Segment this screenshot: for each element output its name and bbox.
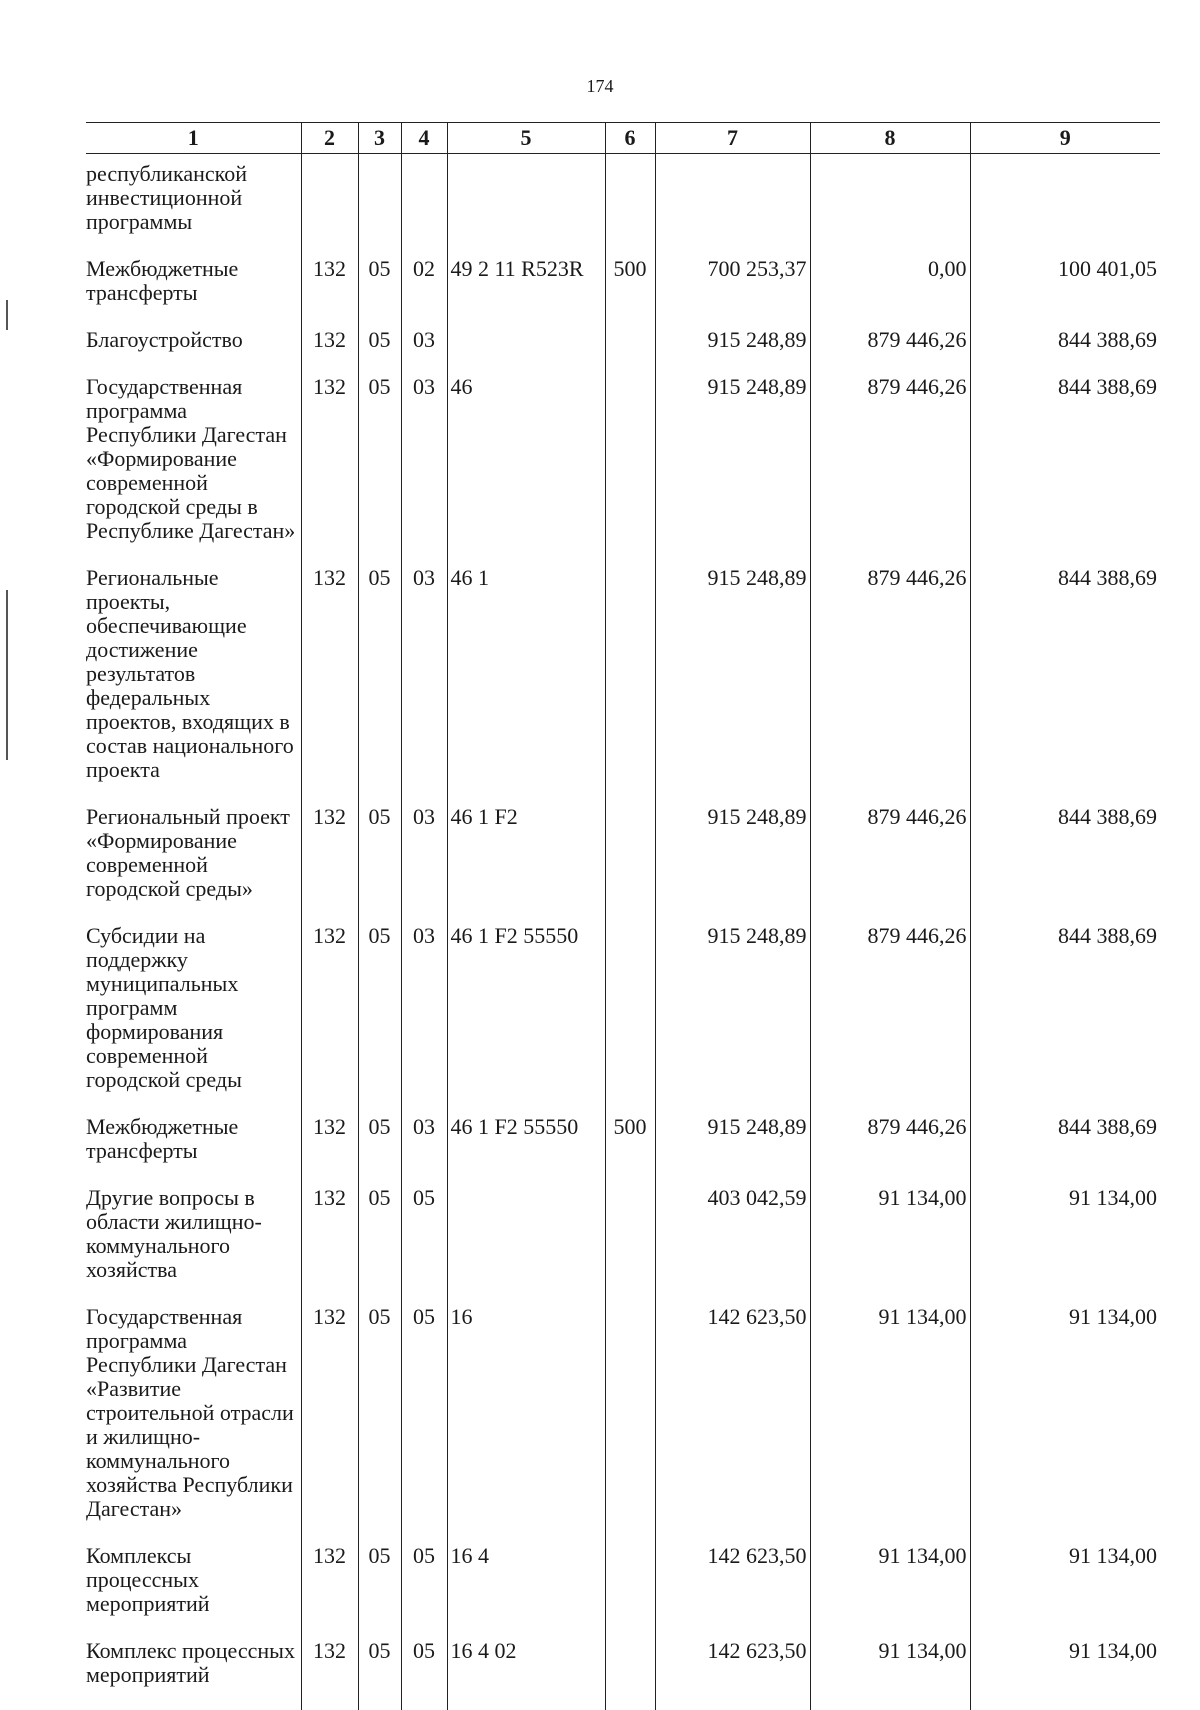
cell-col5: 46 (447, 375, 605, 566)
cell-col5: 16 4 02 (447, 1639, 605, 1710)
cell-col7: 915 248,89 (655, 566, 810, 805)
cell-col9: 91 134,00 (970, 1639, 1160, 1710)
cell-col9 (970, 154, 1160, 258)
cell-col4: 03 (401, 566, 447, 805)
cell-col7: 142 623,50 (655, 1305, 810, 1544)
cell-col6: 500 (605, 257, 655, 328)
table-row (86, 566, 1160, 805)
cell-col4: 03 (401, 1115, 447, 1186)
table-row (86, 924, 1160, 1115)
cell-col8: 879 446,26 (810, 924, 970, 1115)
cell-col5 (447, 154, 605, 258)
cell-col9: 91 134,00 (970, 1305, 1160, 1544)
cell-col3: 05 (358, 328, 401, 375)
row-name-cell: Благоустройство (86, 328, 301, 375)
cell-col9: 844 388,69 (970, 328, 1160, 375)
budget-table (86, 122, 1160, 1710)
col-header-8: 8 (810, 123, 970, 154)
cell-col5: 49 2 11 R523R (447, 257, 605, 328)
row-name-cell: Государственная программа Республики Дагестан «Формирование современной городской среды в Республике Дагестан» (86, 375, 301, 566)
cell-col4: 05 (401, 1544, 447, 1639)
table-row (86, 805, 1160, 924)
cell-col6 (605, 566, 655, 805)
cell-col2: 132 (301, 1639, 358, 1710)
cell-col9: 91 134,00 (970, 1186, 1160, 1305)
scan-margin-mark (6, 300, 8, 330)
cell-col6 (605, 1186, 655, 1305)
cell-col3: 05 (358, 1639, 401, 1710)
cell-col5: 16 4 (447, 1544, 605, 1639)
table-row (86, 1305, 1160, 1544)
cell-col6 (605, 154, 655, 258)
cell-col9: 844 388,69 (970, 566, 1160, 805)
cell-col2: 132 (301, 328, 358, 375)
cell-col4 (401, 154, 447, 258)
cell-col2: 132 (301, 257, 358, 328)
cell-col3: 05 (358, 257, 401, 328)
cell-col7: 915 248,89 (655, 1115, 810, 1186)
cell-col4: 03 (401, 805, 447, 924)
cell-col2 (301, 154, 358, 258)
cell-col3: 05 (358, 375, 401, 566)
header-row (86, 123, 1160, 154)
cell-col4: 05 (401, 1186, 447, 1305)
cell-col3: 05 (358, 1305, 401, 1544)
cell-col6 (605, 805, 655, 924)
cell-col6: 500 (605, 1115, 655, 1186)
cell-col2: 132 (301, 375, 358, 566)
cell-col5 (447, 328, 605, 375)
cell-col7: 915 248,89 (655, 375, 810, 566)
cell-col2: 132 (301, 1115, 358, 1186)
cell-col3: 05 (358, 1186, 401, 1305)
cell-col3: 05 (358, 1544, 401, 1639)
row-name-cell: Региональные проекты, обеспечивающие достижение результатов федеральных проектов, входящих в состав национального проекта (86, 566, 301, 805)
cell-col3: 05 (358, 566, 401, 805)
cell-col3: 05 (358, 805, 401, 924)
col-header-9: 9 (970, 123, 1160, 154)
cell-col4: 02 (401, 257, 447, 328)
cell-col4: 03 (401, 328, 447, 375)
cell-col8: 91 134,00 (810, 1186, 970, 1305)
col-header-5: 5 (447, 123, 605, 154)
cell-col5: 46 1 (447, 566, 605, 805)
cell-col7: 915 248,89 (655, 924, 810, 1115)
cell-col8: 91 134,00 (810, 1544, 970, 1639)
table-row (86, 1544, 1160, 1639)
cell-col8: 879 446,26 (810, 375, 970, 566)
col-header-6: 6 (605, 123, 655, 154)
row-name-cell: Комплекс процессных мероприятий (86, 1639, 301, 1710)
cell-col3: 05 (358, 1115, 401, 1186)
cell-col2: 132 (301, 1305, 358, 1544)
cell-col9: 844 388,69 (970, 805, 1160, 924)
cell-col7: 700 253,37 (655, 257, 810, 328)
cell-col8: 91 134,00 (810, 1639, 970, 1710)
cell-col2: 132 (301, 566, 358, 805)
cell-col9: 844 388,69 (970, 1115, 1160, 1186)
cell-col2: 132 (301, 1186, 358, 1305)
col-header-7: 7 (655, 123, 810, 154)
cell-col6 (605, 1639, 655, 1710)
table-row (86, 257, 1160, 328)
cell-col9: 91 134,00 (970, 1544, 1160, 1639)
cell-col8: 0,00 (810, 257, 970, 328)
table-body (86, 154, 1160, 1710)
cell-col7 (655, 154, 810, 258)
cell-col3: 05 (358, 924, 401, 1115)
cell-col5: 46 1 F2 55550 (447, 1115, 605, 1186)
cell-col7: 142 623,50 (655, 1639, 810, 1710)
cell-col7: 915 248,89 (655, 805, 810, 924)
row-name-cell: Межбюджетные трансферты (86, 257, 301, 328)
cell-col8: 879 446,26 (810, 1115, 970, 1186)
cell-col9: 100 401,05 (970, 257, 1160, 328)
table-row (86, 154, 1160, 258)
cell-col8: 879 446,26 (810, 805, 970, 924)
col-header-3: 3 (358, 123, 401, 154)
row-name-cell: Региональный проект «Формирование современной городской среды» (86, 805, 301, 924)
table-row (86, 1115, 1160, 1186)
cell-col6 (605, 924, 655, 1115)
col-header-2: 2 (301, 123, 358, 154)
cell-col4: 03 (401, 924, 447, 1115)
cell-col7: 403 042,59 (655, 1186, 810, 1305)
cell-col9: 844 388,69 (970, 375, 1160, 566)
cell-col9: 844 388,69 (970, 924, 1160, 1115)
row-name-cell: Субсидии на поддержку муниципальных программ формирования современной городской среды (86, 924, 301, 1115)
row-name-cell: Комплексы процессных мероприятий (86, 1544, 301, 1639)
cell-col4: 05 (401, 1305, 447, 1544)
cell-col4: 05 (401, 1639, 447, 1710)
col-header-1: 1 (86, 123, 301, 154)
cell-col8: 91 134,00 (810, 1305, 970, 1544)
cell-col6 (605, 375, 655, 566)
cell-col8: 879 446,26 (810, 328, 970, 375)
cell-col5 (447, 1186, 605, 1305)
table-row (86, 375, 1160, 566)
cell-col4: 03 (401, 375, 447, 566)
table-header (86, 123, 1160, 154)
row-name-cell: Межбюджетные трансферты (86, 1115, 301, 1186)
cell-col5: 46 1 F2 55550 (447, 924, 605, 1115)
cell-col7: 915 248,89 (655, 328, 810, 375)
table-row (86, 328, 1160, 375)
col-header-4: 4 (401, 123, 447, 154)
page-number: 174 (0, 76, 1200, 97)
row-name-cell: Государственная программа Республики Дагестан «Развитие строительной отрасли и жилищно-коммунального хозяйства Республики Дагестан» (86, 1305, 301, 1544)
cell-col2: 132 (301, 805, 358, 924)
cell-col6 (605, 1305, 655, 1544)
cell-col5: 16 (447, 1305, 605, 1544)
cell-col3 (358, 154, 401, 258)
cell-col6 (605, 1544, 655, 1639)
table-row (86, 1186, 1160, 1305)
cell-col8: 879 446,26 (810, 566, 970, 805)
cell-col8 (810, 154, 970, 258)
scan-margin-mark (6, 590, 8, 760)
row-name-cell: Другие вопросы в области жилищно-коммунального хозяйства (86, 1186, 301, 1305)
row-name-cell: республиканской инвестиционной программы (86, 154, 301, 258)
cell-col2: 132 (301, 924, 358, 1115)
cell-col2: 132 (301, 1544, 358, 1639)
table-row (86, 1639, 1160, 1710)
cell-col7: 142 623,50 (655, 1544, 810, 1639)
cell-col5: 46 1 F2 (447, 805, 605, 924)
cell-col6 (605, 328, 655, 375)
